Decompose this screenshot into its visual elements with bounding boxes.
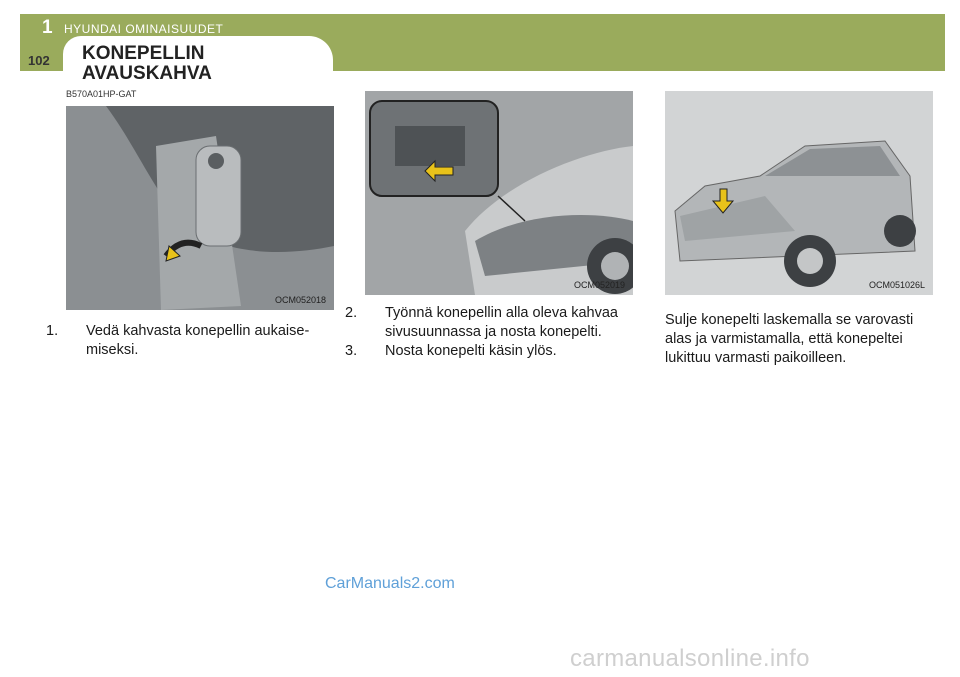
page-title bbox=[82, 44, 212, 84]
title-line-1: KONEPELLIN bbox=[82, 43, 205, 64]
step-text: Työnnä konepellin alla oleva kahvaa sivusuunnassa ja nosta konepelti. bbox=[385, 305, 618, 340]
image-label: OCM052019 bbox=[573, 280, 625, 290]
page-number: 102 bbox=[28, 53, 50, 68]
image-label: OCM051026L bbox=[868, 280, 925, 290]
closing-text: Sulje konepelti laskemalla se varovasti alas ja varmistamalla, että konepeltei lukittuu varmasti paikoilleen. bbox=[665, 312, 914, 366]
step-text: Vedä kahvasta konepellin aukaise-miseksi. bbox=[86, 323, 310, 358]
watermark-link[interactable]: CarManuals2.com bbox=[325, 575, 455, 592]
step-3 bbox=[345, 342, 637, 361]
hood-latch-illustration bbox=[365, 91, 633, 295]
steps-2-3 bbox=[345, 304, 637, 361]
image-label: OCM052018 bbox=[274, 295, 326, 305]
section-title: HYUNDAI OMINAISUUDET bbox=[64, 22, 224, 36]
step-2 bbox=[345, 304, 637, 342]
closing-hood-image bbox=[665, 91, 933, 295]
title-line-2: AVAUSKAHVA bbox=[82, 63, 212, 84]
hood-lever-image bbox=[66, 106, 334, 310]
step-number: 3. bbox=[345, 343, 358, 359]
car-illustration bbox=[665, 91, 933, 295]
step-text: Nosta konepelti käsin ylös. bbox=[385, 343, 557, 359]
section-code: B570A01HP-GAT bbox=[66, 89, 137, 99]
hood-latch-image bbox=[365, 91, 633, 295]
step-number: 1. bbox=[46, 323, 59, 339]
step-number: 2. bbox=[345, 305, 358, 321]
footer-watermark: carmanualsonline.info bbox=[570, 645, 810, 672]
chapter-number: 1 bbox=[42, 17, 53, 38]
hood-lever-illustration bbox=[66, 106, 334, 310]
step-1 bbox=[46, 322, 336, 360]
